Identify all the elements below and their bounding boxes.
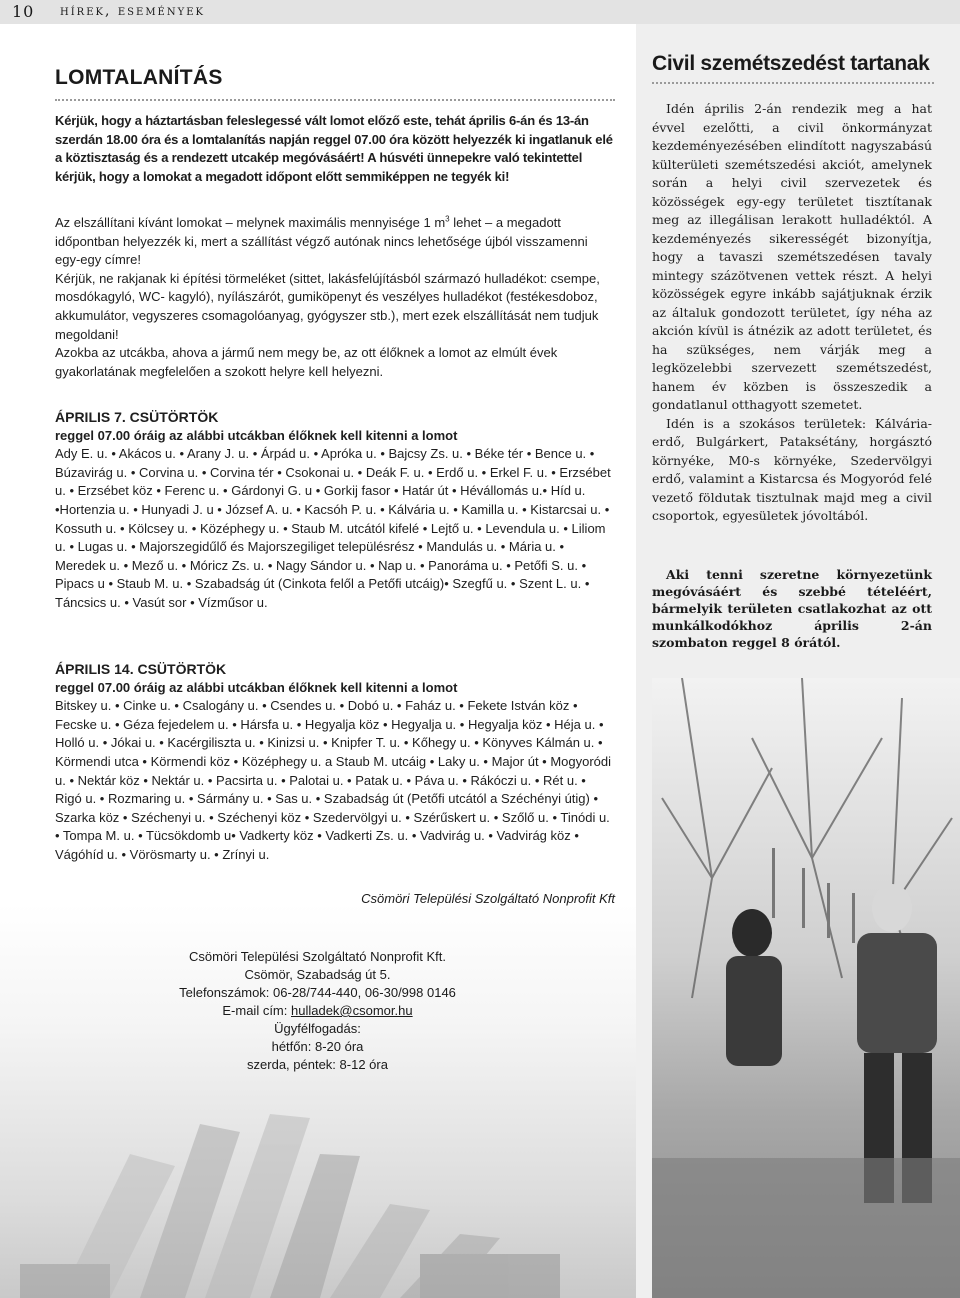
day2-subheading: reggel 07.00 óráig az alábbi utcákban élőknek kell kitenni a lomot <box>55 679 458 695</box>
sidebar-cta-text: Aki tenni szeretne környezetünk megóvásáért és szebbé tételéért, bármelyik területen csatlakozhat az ott munkálkodókhoz április 2-án szombaton reggel <box>652 567 932 650</box>
contact-hours-monday: hétfőn: 8-20 óra <box>271 1039 364 1054</box>
sidebar-body <box>652 100 932 526</box>
sidebar-paragraph-2: Idén is a szokásos területek: Kálvária-erdő, Bulgárkert, Pataksétány, horgásztó környéke, M0-s környéke, Szedervölgyi erdő, valamint a Kistarcsa és Mogyoród felé vezető földutak tisztulnak majd meg a civil csoportok, egyesületek jóvoltából. <box>652 415 932 523</box>
contact-email-link[interactable]: hulladek@csomor.hu <box>291 1003 413 1018</box>
article-signature: Csömöri Települési Szolgáltató Nonprofit Kft <box>361 891 615 906</box>
contact-phones: Telefonszámok: 06-28/744-440, 06-30/998 0146 <box>179 985 456 1000</box>
day1-subheading: reggel 07.00 óráig az alábbi utcákban élőknek kell kitenni a lomot <box>55 427 458 443</box>
article-title: LOMTALANÍTÁS <box>55 66 223 89</box>
contact-company: Csömöri Települési Szolgáltató Nonprofit Kft. <box>189 949 446 964</box>
body-paragraph-1 <box>55 214 615 270</box>
sidebar-title: Civil szemétszedést tartanak <box>652 52 930 75</box>
photo-illustration <box>652 678 960 1298</box>
article-intro <box>55 112 615 186</box>
page-number: 10 <box>12 2 35 21</box>
body-paragraph-3: Azokba az utcákba, ahova a jármű nem megy be, az ott élőknek a lomot az elmúlt évek gyakorlatának megfelelően a szokott helyre kell helyezni. <box>55 345 558 379</box>
sidebar-call-to-action <box>652 566 932 651</box>
body-paragraph-1-b: lehet – a megadott időpontban helyezzék ki, mert a szállítást végző autónak nincs lehetősége újból visszamenni egy-egy címre! <box>55 215 588 268</box>
volunteers-photo <box>652 678 960 1298</box>
page-header <box>0 0 960 24</box>
sidebar-cta-time: 8 órától. <box>776 635 841 650</box>
cubic-superscript: 3 <box>445 214 450 224</box>
day2-street-list: Bitskey u. • Cinke u. • Csalogány u. • Csendes u. • Dobó u. • Faház u. • Fekete István köz • Fecske u. • Géza fejedelem u. • Hársfa u. • Hegyalja köz • Hegyalja u. • Hegyalja köz • Héja u. • Holló u. • Jókai u. • Kacérgiliszta u. • Kinizsi u. • Knipfer T. u. • Kőhegy u. • Könyves Kálmán u. • Körmendi utca • Körmendi köz • Középhegy u. a Staub M. utcáig • Laky u. • Major út • Mogyoródi u. • Nektár köz • Nektár u. • Pacsirta u. • Palotai u. • Patak u. • Páva u. • Rákóczi u. • Rét u. • Rigó u. • Rozmaring u. • Sármány u. • Sas u. • Szabadság út (Petőfi utcától a Széchényi útig) • Szarka köz • Széchenyi u. • Széchenyi köz • Szedervölgyi u. • Szérűskert u. • Szőlő u. • Tinódi u. • Tompa M. u. • Tücsökdomb u• Vadkerty köz • Vadkerti Zs. u. • Vadvirág u. • Vadvirág köz • Vágóhíd u. • Vörösmarty u. • Zrínyi u. <box>55 698 612 862</box>
section-title: hírek, események <box>60 3 205 19</box>
sidebar-divider <box>652 82 934 84</box>
title-divider <box>55 99 615 101</box>
contact-email-line <box>150 1002 485 1020</box>
contact-block <box>150 948 485 1074</box>
article-body <box>55 214 615 381</box>
day2-heading: ÁPRILIS 14. CSÜTÖRTÖK <box>55 661 227 677</box>
body-paragraph-2: Kérjük, ne rakjanak ki építési törmeléket (sittet, lakásfelújításból származó hulladékot: csempe, mosdókagyló, WC- kagyló), nyílászárót, gumiköpenyt és veszélyes hulladékot (festékesdoboz, akkumulátor, vegyszeres csomagolóanyag, gyógyszer stb.), mert ezek elszállítását nem tudjuk megoldani! <box>55 270 600 342</box>
contact-hours-wed-fri: szerda, péntek: 8-12 óra <box>247 1057 388 1072</box>
day1-heading: ÁPRILIS 7. CSÜTÖRTÖK <box>55 409 219 425</box>
day1-section <box>55 408 615 613</box>
day2-section <box>55 660 615 865</box>
day1-street-list: Ady E. u. • Akácos u. • Arany J. u. • Árpád u. • Apróka u. • Bajcsy Zs. u. • Béke tér • Bence u. • Búzavirág u. • Corvina u. • Corvina tér • Csokonai u. • Deák F. u. • Erdő u. • Erkel F. u. • Erzsébet u. • Erzsébet köz • Ferenc u. • Gárdonyi G. u • Gorkij fasor • Határ út • Hévállomás u.• Híd u. •Hortenzia u. • Hunyadi J. u • József A. u. • Kacsóh P. u. • Kálvária u. • Kamilla u. • Kistarcsai u. • Kossuth u. • Kölcsey u. • Középhegy u. • Staub M. utcától kifelé • Lejtő u. • Levendula u. • Liliom u. • Lugas u. • Majorszegidűlő és Majorszegiliget településrész • Mandulás u. • Mária u. • Meredek u. • Mező u. • Móricz Zs. u. • Nagy Sándor u. • Nap u. • Panoráma u. • Petőfi S. u. • Pipacs u • Staub M. u. • Szabadság út (Cinkota felől a Petőfi utcáig)• Szegfű u. • Szent L. u. • Táncsics u. • Vasút sor • Vízműsor u. <box>55 446 611 610</box>
intro-paragraph: Kérjük, hogy a háztartásban feleslegessé vált lomot előző este, tehát április 6-án és 13-án szerdán 18.00 óra és a lomtalanítás napján reggel 07.00 óra között helyezzék ki ingatlanuk elé a köztisztaság és a rendezett utcakép megóvásáért! A húsvéti ünnepekre való tekintettel kérjük, hogy a lomokat a megadott időpont előtt semmiképpen ne tegyék ki! <box>55 113 613 184</box>
contact-hours-label: Ügyfélfogadás: <box>274 1021 361 1036</box>
contact-address: Csömör, Szabadság út 5. <box>244 967 391 982</box>
contact-email-label: E-mail cím: <box>222 1003 291 1018</box>
body-paragraph-1-a: Az elszállítani kívánt lomokat – melynek maximális mennyisége 1 m <box>55 215 446 230</box>
sidebar-paragraph-1: Idén április 2-án rendezik meg a hat évvel ezelőtti, a civil önkormányzat kezdeményezésében elindított nagyszabású külterületi szemétszedési akciót, amelynek során a helyi civil szervezetek és közösségek egy-egy területet tisztítanak meg az illegálisan lerakott hulladéktól. A kezdeményezés sikerességét bizonyítja, hogy a tavaszi szemétszedésen tavaly mintegy százötvenen vettek részt. A helyi közösségek egyre inkább sajátjuknak érzik az általuk gondozott területet, így néha az akción kívül is átnézik az adott területet, és ha szükséges, nem várják meg a legközelebbi szervezett szemétszedést, hanem év közben is összeszedik a gondatlanul otthagyott szemetet. <box>652 101 932 412</box>
